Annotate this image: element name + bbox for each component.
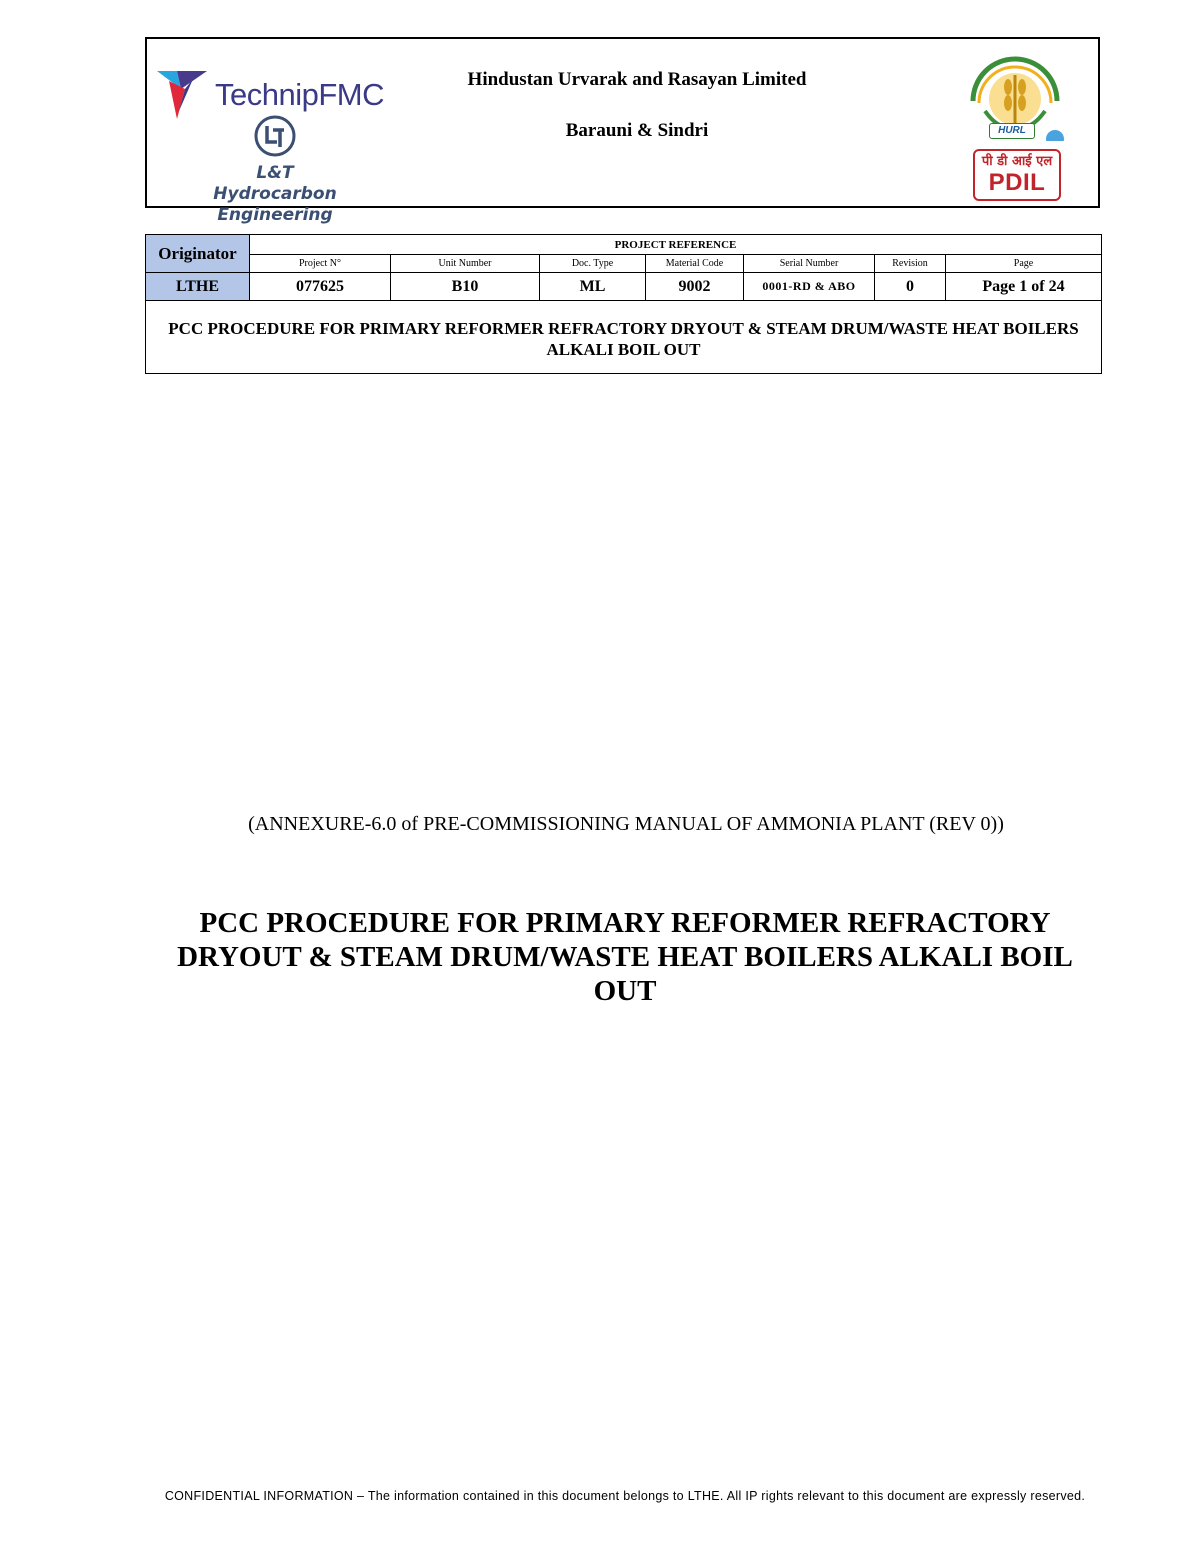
project-reference-table: [145, 234, 1102, 374]
document-title-cell: PCC PROCEDURE FOR PRIMARY REFORMER REFRACTORY DRYOUT & STEAM DRUM/WASTE HEAT BOILERS ALKALI BOIL OUT: [146, 301, 1102, 374]
column-header: Material Code: [646, 255, 744, 273]
revision-value: 0: [875, 273, 946, 301]
column-header: Doc. Type: [540, 255, 646, 273]
pdil-logo: पी डी आई एल PDIL: [973, 149, 1061, 201]
material-code-value: 9002: [646, 273, 744, 301]
technipfmc-logo: TechnipFMC: [155, 67, 384, 123]
annexure-reference: (ANNEXURE-6.0 of PRE-COMMISSIONING MANUAL OF AMMONIA PLANT (REV 0)): [248, 813, 1004, 835]
main-title: PCC PROCEDURE FOR PRIMARY REFORMER REFRACTORY DRYOUT & STEAM DRUM/WASTE HEAT BOILERS ALKALI BOIL OUT: [177, 907, 1073, 1007]
document-header: [145, 37, 1100, 225]
column-header: Revision: [875, 255, 946, 273]
company-name: Hindustan Urvarak and Rasayan Limited: [467, 69, 807, 90]
doc-type-value: ML: [540, 273, 646, 301]
project-number-value: 077625: [250, 273, 391, 301]
lt-hydrocarbon-logo: L&T Hydrocarbon Engineering: [195, 114, 355, 226]
hurl-pdil-logo: [959, 41, 1071, 206]
confidential-footer: CONFIDENTIAL INFORMATION – The information contained in this document belongs to LTHE. All IP rights relevant to this document are expressly reserved.: [164, 1489, 1086, 1503]
column-header: Unit Number: [391, 255, 540, 273]
project-reference-label: PROJECT REFERENCE: [250, 235, 1102, 255]
column-header: Page: [946, 255, 1102, 273]
originator-value: LTHE: [146, 273, 250, 301]
originator-label: Originator: [146, 235, 250, 273]
company-location: Barauni & Sindri: [565, 120, 709, 141]
column-header: Project N°: [250, 255, 391, 273]
serial-number-value: 0001-RD & ABO: [744, 273, 875, 301]
hurl-label: HURL: [989, 123, 1035, 139]
column-header: Serial Number: [744, 255, 875, 273]
page-value: Page 1 of 24: [946, 273, 1102, 301]
lt-emblem-icon: [253, 114, 297, 158]
unit-number-value: B10: [391, 273, 540, 301]
